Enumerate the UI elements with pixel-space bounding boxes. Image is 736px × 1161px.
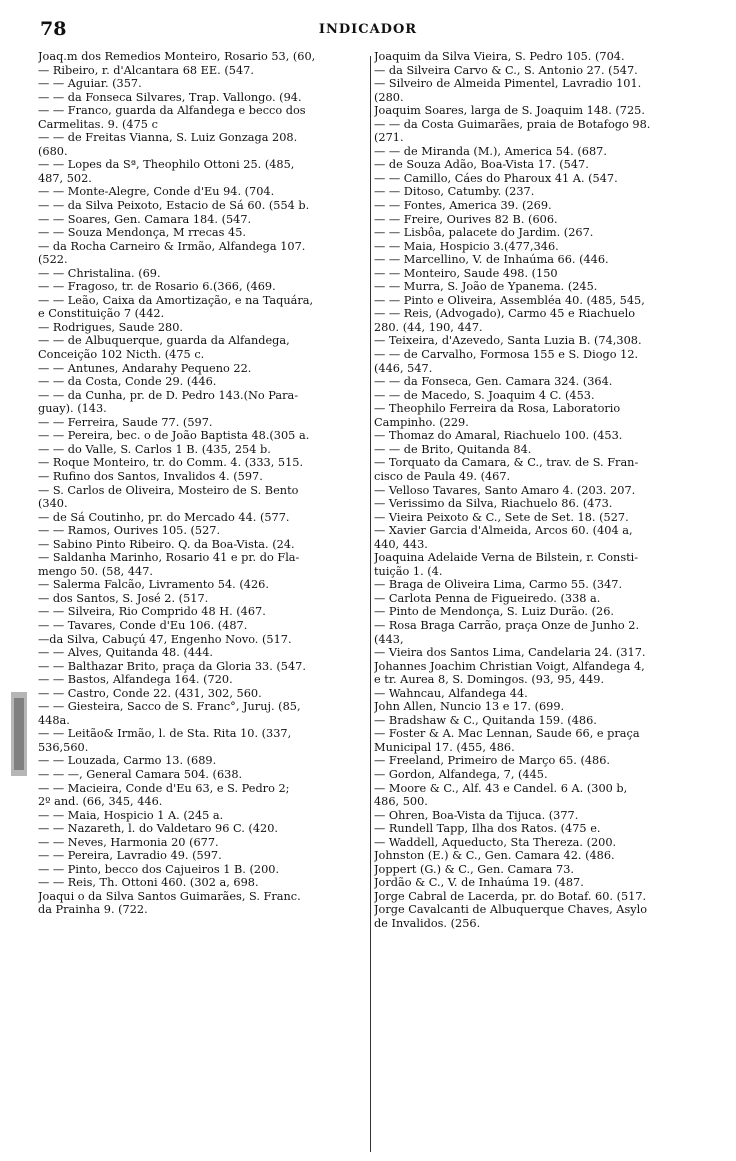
directory-entry-line: cisco de Paula 49. (467. (374, 469, 511, 483)
directory-entry-line: (271. (374, 131, 404, 145)
directory-entry-line: de Invalidos. (256. (374, 917, 481, 930)
directory-entry-line: e Constituição 7 (442. (38, 307, 165, 321)
directory-entry-line: (280. (374, 90, 404, 104)
directory-entry-line: — de Souza Adão, Boa-Vista 17. (547. (374, 158, 589, 172)
directory-entry-line: — — da Costa Guimarães, praia de Botafogo 98. (374, 117, 651, 131)
directory-entry-line: 486, 500. (374, 795, 428, 809)
directory-entry-line: 280. (44, 190, 447. (374, 320, 483, 334)
directory-entry-line: — — Reis, (Advogado), Carmo 45 e Riachuelo (374, 307, 636, 321)
directory-entry-line: — Waddell, Aqueducto, Sta Thereza. (200. (374, 835, 617, 849)
directory-entry-line: Joaquim Soares, larga de S. Joaquim 148. (725. (374, 104, 645, 118)
directory-entry-line: — da Silveira Carvo & C., S. Antonio 27. (547. (374, 63, 638, 77)
directory-entry-line: — — Fontes, America 39. (269. (374, 199, 552, 213)
directory-entry-line: — — Pinto e Oliveira, Assembléa 40. (485, 545, (374, 293, 645, 307)
directory-entry-line: — — da Fonseca Silvares, Trap. Vallongo. (94. (38, 90, 302, 104)
directory-entry-line: — — Silveira, Rio Comprido 48 H. (467. (38, 605, 266, 619)
directory-entry-line: — — Franco, guarda da Alfandega e becco dos (38, 104, 306, 118)
directory-entry-line: Johnston (E.) & C., Gen. Camara 42. (486. (374, 849, 615, 863)
directory-entry-line: — — Pereira, Lavradio 49. (597. (38, 849, 222, 863)
directory-entry-line: mengo 50. (58, 447. (38, 564, 153, 578)
directory-entry-line: Carmelitas. 9. (475 c (38, 117, 158, 131)
directory-entry-line: — — Tavares, Conde d'Eu 106. (487. (38, 618, 248, 632)
directory-entry-line: — Carlota Penna de Figueiredo. (338 a. (374, 591, 601, 605)
left-column (38, 50, 368, 917)
directory-entry-line: — Silveiro de Almeida Pimentel, Lavradio 101. (374, 77, 642, 91)
directory-entry-line: — Vieira dos Santos Lima, Candelaria 24. (317. (374, 646, 646, 660)
directory-entry-line: — — de Macedo, S. Joaquim 4 C. (453. (374, 388, 595, 402)
directory-entry-line: — Rosa Braga Carrão, praça Onze de Junho 2. (374, 618, 640, 632)
directory-entry-line: — — Balthazar Brito, praça da Gloria 33. (547. (38, 659, 306, 673)
page-number: 78 (40, 18, 67, 40)
directory-entry-line: — — da Silva Peixoto, Estacio de Sá 60. (554 b. (38, 199, 310, 213)
directory-entry-line: Campinho. (229. (374, 415, 469, 429)
directory-entry-line: — — Neves, Harmonia 20 (677. (38, 835, 219, 849)
directory-entry-line: — — da Fonseca, Gen. Camara 324. (364. (374, 375, 613, 389)
directory-entry-line: — Freeland, Primeiro de Março 65. (486. (374, 754, 610, 768)
directory-entry-line: — — Nazareth, l. do Valdetaro 96 C. (420. (38, 822, 278, 836)
directory-entry-line: — Roque Monteiro, tr. do Comm. 4. (333, 515. (38, 456, 304, 470)
directory-entry-line: — Pinto de Mendonça, S. Luiz Durão. (26. (374, 605, 614, 619)
directory-entry-line: — — Macieira, Conde d'Eu 63, e S. Pedro 2; (38, 781, 290, 795)
directory-entry-line: — — Lisbôa, palacete do Jardim. (267. (374, 226, 594, 240)
directory-entry-line: — Bradshaw & C., Quitanda 159. (486. (374, 713, 597, 727)
directory-entry-line: — de Sá Coutinho, pr. do Mercado 44. (577. (38, 510, 290, 524)
directory-entry-line: — Rodrigues, Saude 280. (38, 320, 184, 334)
directory-entry-line: 2º and. (66, 345, 446. (38, 795, 163, 809)
directory-entry-line: 487, 502. (38, 171, 92, 185)
directory-entry-line: — — Leão, Caixa da Amortização, e na Taquára, (38, 293, 314, 307)
directory-entry-line: — — de Carvalho, Formosa 155 e S. Diogo 12. (374, 348, 639, 362)
directory-entry-line: Jorge Cavalcanti de Albuquerque Chaves, Asylo (374, 903, 648, 917)
directory-entry-line: — — Soares, Gen. Camara 184. (547. (38, 212, 252, 226)
directory-entry-line: — — Pereira, bec. o de João Baptista 48.(305 a. (38, 429, 310, 443)
directory-entry-line: — dos Santos, S. José 2. (517. (38, 591, 209, 605)
directory-entry-line: — — Maia, Hospicio 3.(477,346. (374, 239, 559, 253)
directory-entry-line: — Thomaz do Amaral, Riachuelo 100. (453. (374, 429, 623, 443)
directory-entry-line: — Rufino dos Santos, Invalidos 4. (597. (38, 469, 263, 483)
directory-entry-line: — — Alves, Quitanda 48. (444. (38, 646, 213, 660)
directory-entry-line: Jordão & C., V. de Inhaúma 19. (487. (374, 876, 584, 890)
column-divider (370, 56, 371, 1152)
directory-entry-line: e tr. Aurea 8, S. Domingos. (93, 95, 449. (374, 673, 605, 687)
directory-entry-line: — Gordon, Alfandega, 7, (445. (374, 767, 548, 781)
directory-entry-line: — — Souza Mendonça, M rrecas 45. (38, 226, 247, 240)
directory-entry-line: — — Lopes da Sª, Theophilo Ottoni 25. (485, (38, 158, 295, 172)
directory-entry-line: — Torquato da Camara, & C., trav. de S. Fran- (374, 456, 639, 470)
running-title: INDICADOR (318, 22, 418, 37)
directory-entry-line: — Ribeiro, r. d'Alcantara 68 EE. (547. (38, 63, 254, 77)
directory-entry-line: — Ohren, Boa-Vista da Tijuca. (377. (374, 808, 579, 822)
directory-entry-line: Joaqui o da Silva Santos Guimarães, S. Franc. (38, 889, 301, 903)
directory-entry-line: 448a. (38, 713, 70, 727)
directory-entry-line: guay). (143. (38, 402, 107, 416)
directory-entry-line: da Prainha 9. (722. (38, 903, 148, 917)
directory-entry-line: — — da Costa, Conde 29. (446. (38, 375, 217, 389)
directory-entry-line: — — do Valle, S. Carlos 1 B. (435, 254 b. (38, 442, 271, 456)
directory-entry-line: — Teixeira, d'Azevedo, Santa Luzia B. (74,308. (374, 334, 642, 348)
directory-entry-line: Joaquina Adelaide Verna de Bilstein, r. Consti- (374, 551, 639, 565)
directory-entry-line: — — Louzada, Carmo 13. (689. (38, 754, 217, 768)
directory-entry-line: Johannes Joachim Christian Voigt, Alfandega 4, (374, 659, 645, 673)
directory-entry-line: — — da Cunha, pr. de D. Pedro 143.(No Para- (38, 388, 299, 402)
directory-entry-line: — — Aguiar. (357. (38, 77, 142, 91)
directory-entry-line: — — Giesteira, Sacco de S. Franc°, Juruj. (85, (38, 700, 301, 714)
directory-entry-line: 440, 443. (374, 537, 428, 551)
directory-entry-line: — da Rocha Carneiro & Irmão, Alfandega 107. (38, 239, 306, 253)
directory-entry-line: — — Murra, S. João de Ypanema. (245. (374, 280, 598, 294)
directory-entry-line: — S. Carlos de Oliveira, Mosteiro de S. Bento (38, 483, 299, 497)
directory-entry-line: — Salerma Falcão, Livramento 54. (426. (38, 578, 269, 592)
directory-entry-line: Joaquim da Silva Vieira, S. Pedro 105. (704. (374, 50, 625, 63)
directory-entry-line: — — Ditoso, Catumby. (237. (374, 185, 535, 199)
directory-entry-line: (522. (38, 253, 68, 267)
directory-entry-line: Joaq.m dos Remedios Monteiro, Rosario 53, (60, (38, 50, 316, 63)
directory-entry-line: — — —, General Camara 504. (638. (38, 767, 243, 781)
directory-entry-line: — Moore & C., Alf. 43 e Candel. 6 A. (300 b, (374, 781, 628, 795)
directory-entry-line: Municipal 17. (455, 486. (374, 740, 515, 754)
right-column (374, 50, 718, 931)
directory-entry-line: — — Marcellino, V. de Inhaúma 66. (446. (374, 253, 609, 267)
directory-entry-line: — Xavier Garcia d'Almeida, Arcos 60. (404 a, (374, 524, 633, 538)
directory-entry-line: — Foster & A. Mac Lennan, Saude 66, e praça (374, 727, 640, 741)
directory-entry-line: — — Ferreira, Saude 77. (597. (38, 415, 213, 429)
directory-entry-line: — — Freire, Ourives 82 B. (606. (374, 212, 558, 226)
directory-entry-line: — — Bastos, Alfandega 164. (720. (38, 673, 233, 687)
directory-entry-line: — — Fragoso, tr. de Rosario 6.(366, (469. (38, 280, 276, 294)
directory-entry-line: — Saldanha Marinho, Rosario 41 e pr. do Fla- (38, 551, 300, 565)
directory-entry-line: — — Monteiro, Saude 498. (150 (374, 266, 558, 280)
directory-entry-line: John Allen, Nuncio 13 e 17. (699. (374, 700, 565, 714)
directory-entry-line: — — Christalina. (69. (38, 266, 161, 280)
directory-entry-line: —da Silva, Cabuçú 47, Engenho Novo. (517. (38, 632, 292, 646)
directory-entry-line: — — Camillo, Cáes do Pharoux 41 A. (547. (374, 171, 618, 185)
directory-entry-line: — Vieira Peixoto & C., Sete de Set. 18. (527. (374, 510, 629, 524)
directory-entry-line: — Rundell Tapp, Ilha dos Ratos. (475 e. (374, 822, 601, 836)
directory-entry-line: Joppert (G.) & C., Gen. Camara 73. (374, 862, 574, 876)
margin-stamp-mark (8, 690, 30, 778)
directory-entry-line: — Braga de Oliveira Lima, Carmo 55. (347. (374, 578, 623, 592)
directory-entry-line: — Theophilo Ferreira da Rosa, Laboratorio (374, 402, 621, 416)
directory-entry-line: — — Antunes, Andarahy Pequeno 22. (38, 361, 252, 375)
directory-entry-line: 536,560. (38, 740, 89, 754)
directory-entry-line: — — de Brito, Quitanda 84. (374, 442, 532, 456)
directory-entry-line: — Wahncau, Alfandega 44. (374, 686, 528, 700)
directory-entry-line: (340. (38, 497, 68, 511)
directory-entry-line: — Sabino Pinto Ribeiro. Q. da Boa-Vista. (24. (38, 537, 295, 551)
directory-entry-line: — — Castro, Conde 22. (431, 302, 560. (38, 686, 262, 700)
directory-entry-line: — — de Miranda (M.), America 54. (687. (374, 144, 607, 158)
directory-entry-line: (443, (374, 632, 404, 646)
directory-entry-line: (680. (38, 144, 68, 158)
directory-entry-line: (446, 547. (374, 361, 433, 375)
directory-entry-line: — Verissimo da Silva, Riachuelo 86. (473. (374, 497, 613, 511)
directory-entry-line: — — Leitão& Irmão, l. de Sta. Rita 10. (337, (38, 727, 292, 741)
directory-entry-line: Jorge Cabral de Lacerda, pr. do Botaf. 60. (517. (374, 889, 647, 903)
directory-entry-line: — — Maia, Hospicio 1 A. (245 a. (38, 808, 224, 822)
directory-entry-line: — — Reis, Th. Ottoni 460. (302 a, 698. (38, 876, 259, 890)
directory-entry-line: — — Ramos, Ourives 105. (527. (38, 524, 221, 538)
directory-entry-line: — — Monte-Alegre, Conde d'Eu 94. (704. (38, 185, 275, 199)
directory-entry-line: — — Pinto, becco dos Cajueiros 1 B. (200. (38, 862, 280, 876)
directory-entry-line: — — de Albuquerque, guarda da Alfandega, (38, 334, 290, 348)
directory-entry-line: Conceição 102 Nicth. (475 c. (38, 348, 205, 362)
directory-entry-line: tuição 1. (4. (374, 564, 443, 578)
directory-entry-line: — Velloso Tavares, Santo Amaro 4. (203. 207. (374, 483, 636, 497)
directory-entry-line: — — de Freitas Vianna, S. Luiz Gonzaga 208. (38, 131, 298, 145)
